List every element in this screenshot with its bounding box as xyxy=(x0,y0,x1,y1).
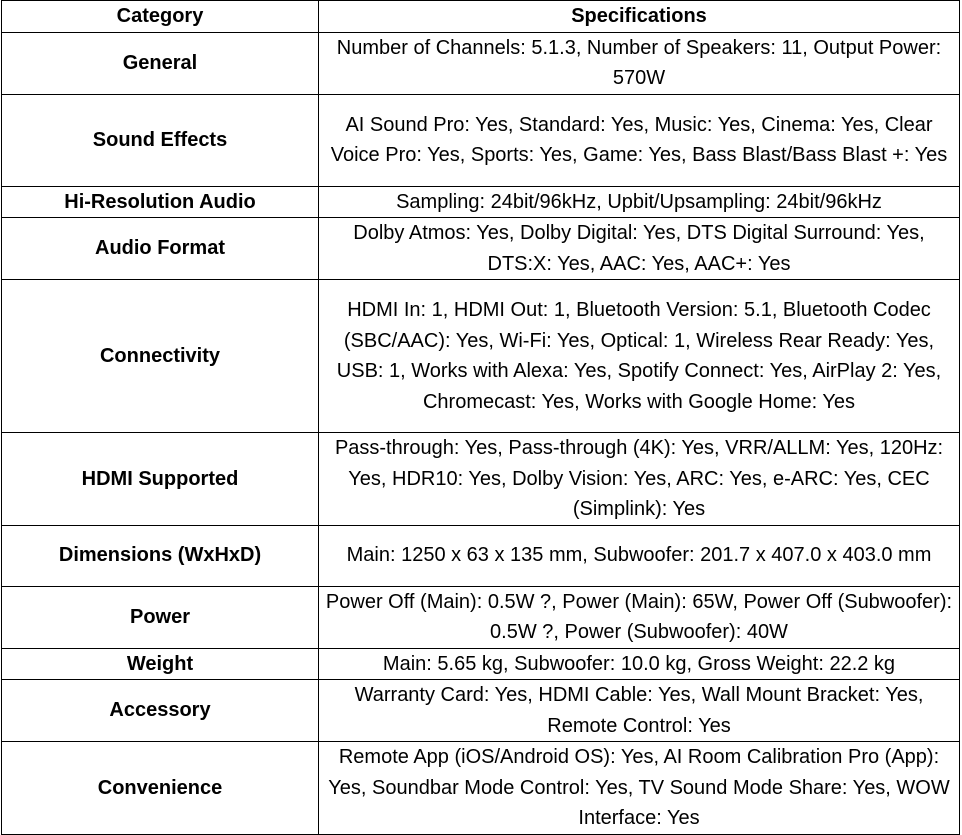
spec-cell: AI Sound Pro: Yes, Standard: Yes, Music: Yes, Cinema: Yes, Clear Voice Pro: Yes, Sports: Yes, Game: Yes, Bass Blast/Bass Blast +: Yes xyxy=(319,94,960,186)
category-cell: Convenience xyxy=(2,742,319,835)
table-row xyxy=(2,742,960,835)
spec-cell: HDMI In: 1, HDMI Out: 1, Bluetooth Version: 5.1, Bluetooth Codec (SBC/AAC): Yes, Wi-Fi: Yes, Optical: 1, Wireless Rear Ready: Yes, USB: 1, Works with Alexa: Yes, Spotify Connect: Yes, AirPlay 2: Yes, Chromecast: Yes, Works with Google Home: Yes xyxy=(319,280,960,433)
header-specifications: Specifications xyxy=(319,1,960,33)
category-cell: Audio Format xyxy=(2,218,319,280)
category-cell: Dimensions (WxHxD) xyxy=(2,525,319,586)
category-cell: General xyxy=(2,32,319,94)
table-row xyxy=(2,280,960,433)
spec-cell: Remote App (iOS/Android OS): Yes, AI Room Calibration Pro (App): Yes, Soundbar Mode Control: Yes, TV Sound Mode Share: Yes, WOW Interface: Yes xyxy=(319,742,960,835)
spec-cell: Warranty Card: Yes, HDMI Cable: Yes, Wall Mount Bracket: Yes, Remote Control: Yes xyxy=(319,680,960,742)
spec-cell: Main: 5.65 kg, Subwoofer: 10.0 kg, Gross Weight: 22.2 kg xyxy=(319,648,960,680)
table-row xyxy=(2,94,960,186)
spec-cell: Dolby Atmos: Yes, Dolby Digital: Yes, DTS Digital Surround: Yes, DTS:X: Yes, AAC: Yes, AAC+: Yes xyxy=(319,218,960,280)
category-cell: Hi-Resolution Audio xyxy=(2,186,319,218)
table-row xyxy=(2,433,960,526)
spec-cell: Power Off (Main): 0.5W ?, Power (Main): 65W, Power Off (Subwoofer): 0.5W ?, Power (Subwoofer): 40W xyxy=(319,586,960,648)
table-row xyxy=(2,32,960,94)
header-category: Category xyxy=(2,1,319,33)
table-row xyxy=(2,525,960,586)
category-cell: Accessory xyxy=(2,680,319,742)
table-row xyxy=(2,218,960,280)
spec-cell: Main: 1250 x 63 x 135 mm, Subwoofer: 201.7 x 407.0 x 403.0 mm xyxy=(319,525,960,586)
category-cell: HDMI Supported xyxy=(2,433,319,526)
spec-cell: Pass-through: Yes, Pass-through (4K): Yes, VRR/ALLM: Yes, 120Hz: Yes, HDR10: Yes, Dolby Vision: Yes, ARC: Yes, e-ARC: Yes, CEC (Simplink): Yes xyxy=(319,433,960,526)
spec-table xyxy=(1,0,960,835)
spec-cell: Sampling: 24bit/96kHz, Upbit/Upsampling: 24bit/96kHz xyxy=(319,186,960,218)
category-cell: Power xyxy=(2,586,319,648)
category-cell: Connectivity xyxy=(2,280,319,433)
spec-cell: Number of Channels: 5.1.3, Number of Speakers: 11, Output Power: 570W xyxy=(319,32,960,94)
table-row xyxy=(2,586,960,648)
header-row xyxy=(2,1,960,33)
table-row xyxy=(2,648,960,680)
category-cell: Weight xyxy=(2,648,319,680)
table-row xyxy=(2,680,960,742)
table-row xyxy=(2,186,960,218)
category-cell: Sound Effects xyxy=(2,94,319,186)
